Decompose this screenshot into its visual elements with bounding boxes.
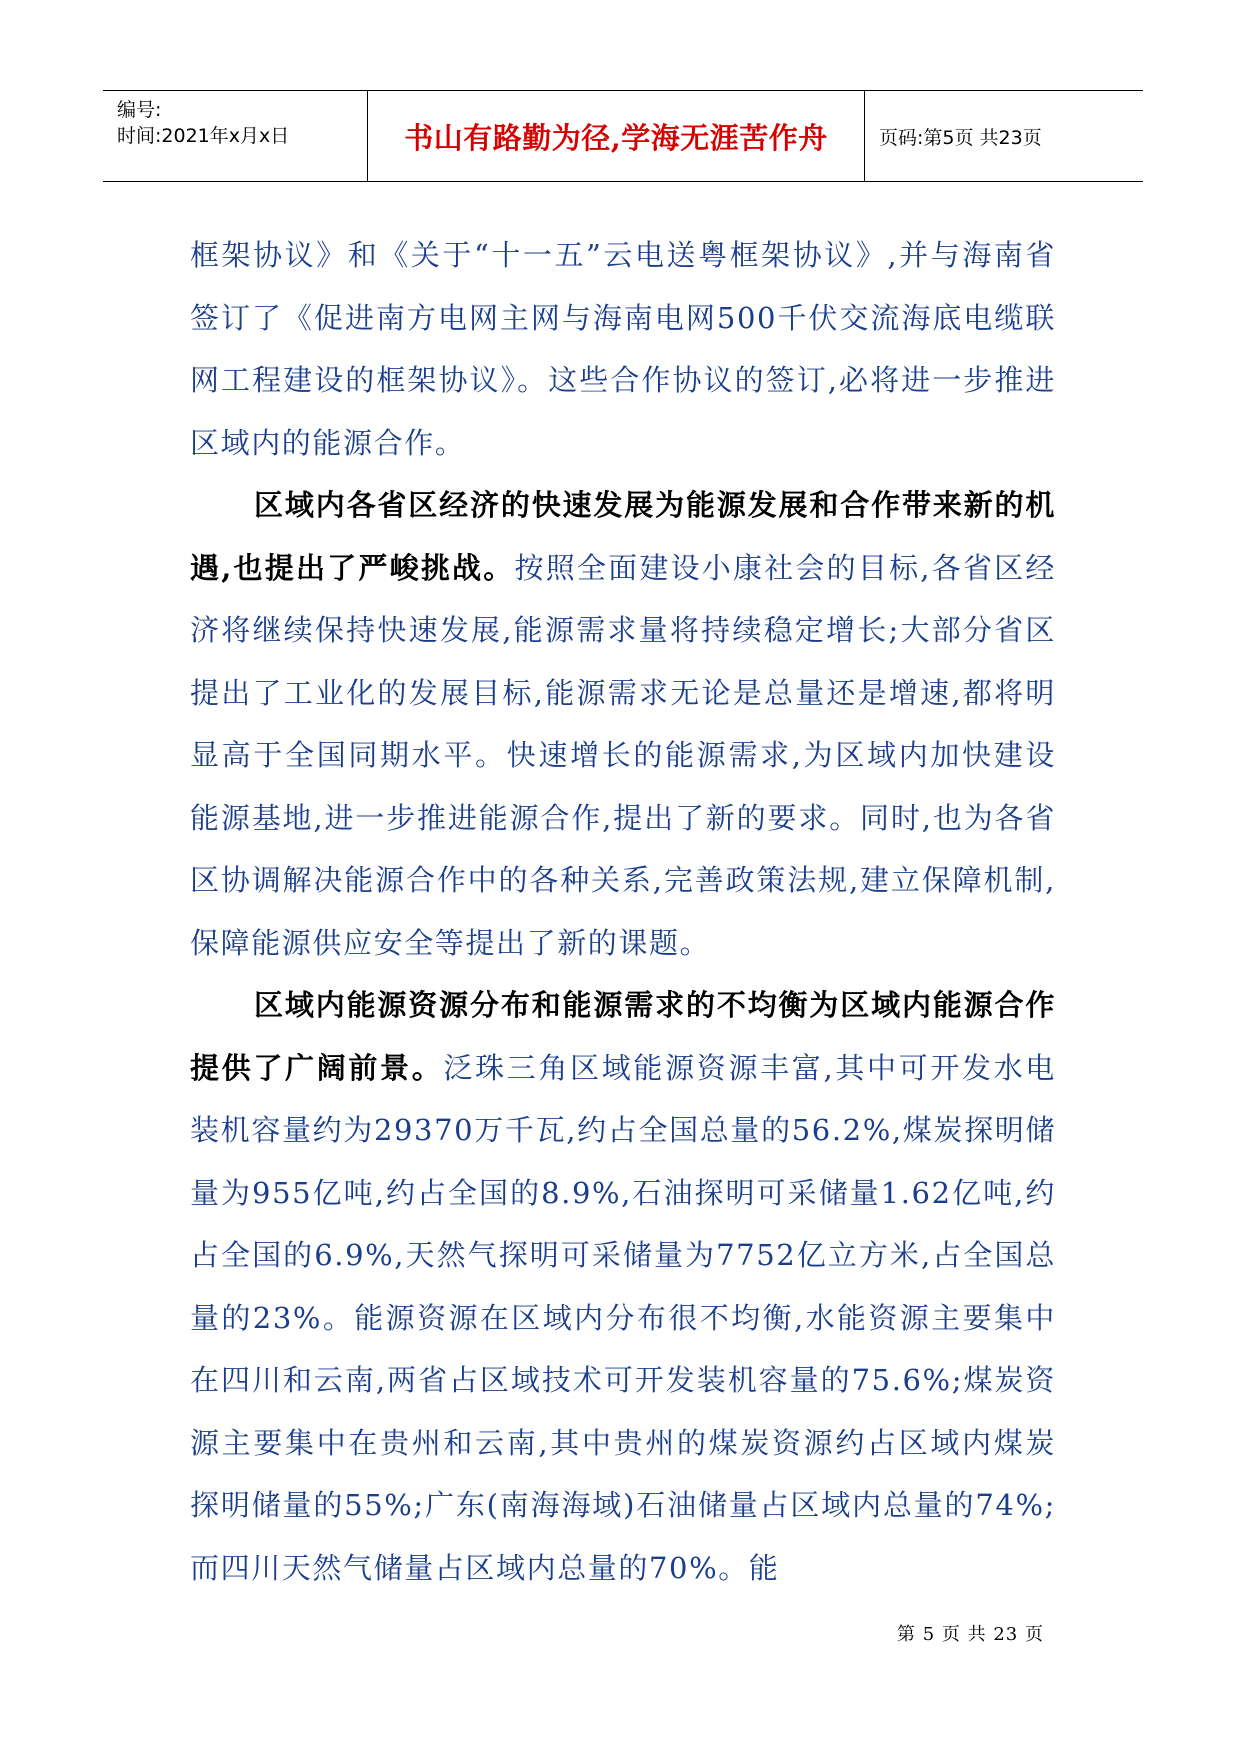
paragraph-3-heading: 区域内能源资源分布和能源需求的不均衡为区域内能源合作提供了广阔前景。 xyxy=(190,988,1056,1085)
paragraph-2 xyxy=(190,474,1056,974)
paragraph-1 xyxy=(190,224,1056,474)
paragraph-3-text: 泛珠三角区域能源资源丰富,其中可开发水电装机容量约为29370万千瓦,约占全国总量的56.2%,煤炭探明储量为955亿吨,约占全国的8.9%,石油探明可采储量1.62亿吨,约占全国的6.9%,天然气探明可采储量为7752亿立方米,占全国总量的23%。能源资源在区域内分布很不均衡,水能资源主要集中在四川和云南,两省占区域技术可开发装机容量的75.6%;煤炭资源主要集中在贵州和云南,其中贵州的煤炭资源约占区域内煤炭探明储量的55%;广东(南海海域)石油储量占区域内总量的74%;而四川天然气储量占区域内总量的70%。能 xyxy=(190,1050,1056,1585)
time-label: 时间:2021年x月x日 xyxy=(117,125,290,147)
header-meta-cell xyxy=(103,91,368,181)
paragraph-2-heading: 区域内各省区经济的快速发展为能源发展和合作带来新的机遇,也提出了严峻挑战。 xyxy=(190,488,1056,585)
header-page-info: 页码:第5页 共23页 xyxy=(879,126,1042,149)
number-label: 编号: xyxy=(117,99,162,121)
paragraph-3 xyxy=(190,974,1056,1599)
paragraph-1-text: 框架协议》和《关于“十一五”云电送粤框架协议》,并与海南省签订了《促进南方电网主网与海南电网500千伏交流海底电缆联网工程建设的框架协议》。这些合作协议的签订,必将进一步推进区域内的能源合作。 xyxy=(190,238,1056,460)
document-body xyxy=(190,224,1056,1599)
page-footer: 第 5 页 共 23 页 xyxy=(897,1624,1044,1645)
header-motto: 书山有路勤为径,学海无涯苦作舟 xyxy=(368,91,865,181)
paragraph-2-text: 按照全面建设小康社会的目标,各省区经济将继续保持快速发展,能源需求量将持续稳定增长;大部分省区提出了工业化的发展目标,能源需求无论是总量还是增速,都将明显高于全国同期水平。快速增长的能源需求,为区域内加快建设能源基地,进一步推进能源合作,提出了新的要求。同时,也为各省区协调解决能源合作中的各种关系,完善政策法规,建立保障机制,保障能源供应安全等提出了新的课题。 xyxy=(190,550,1056,960)
document-header xyxy=(103,90,1143,182)
